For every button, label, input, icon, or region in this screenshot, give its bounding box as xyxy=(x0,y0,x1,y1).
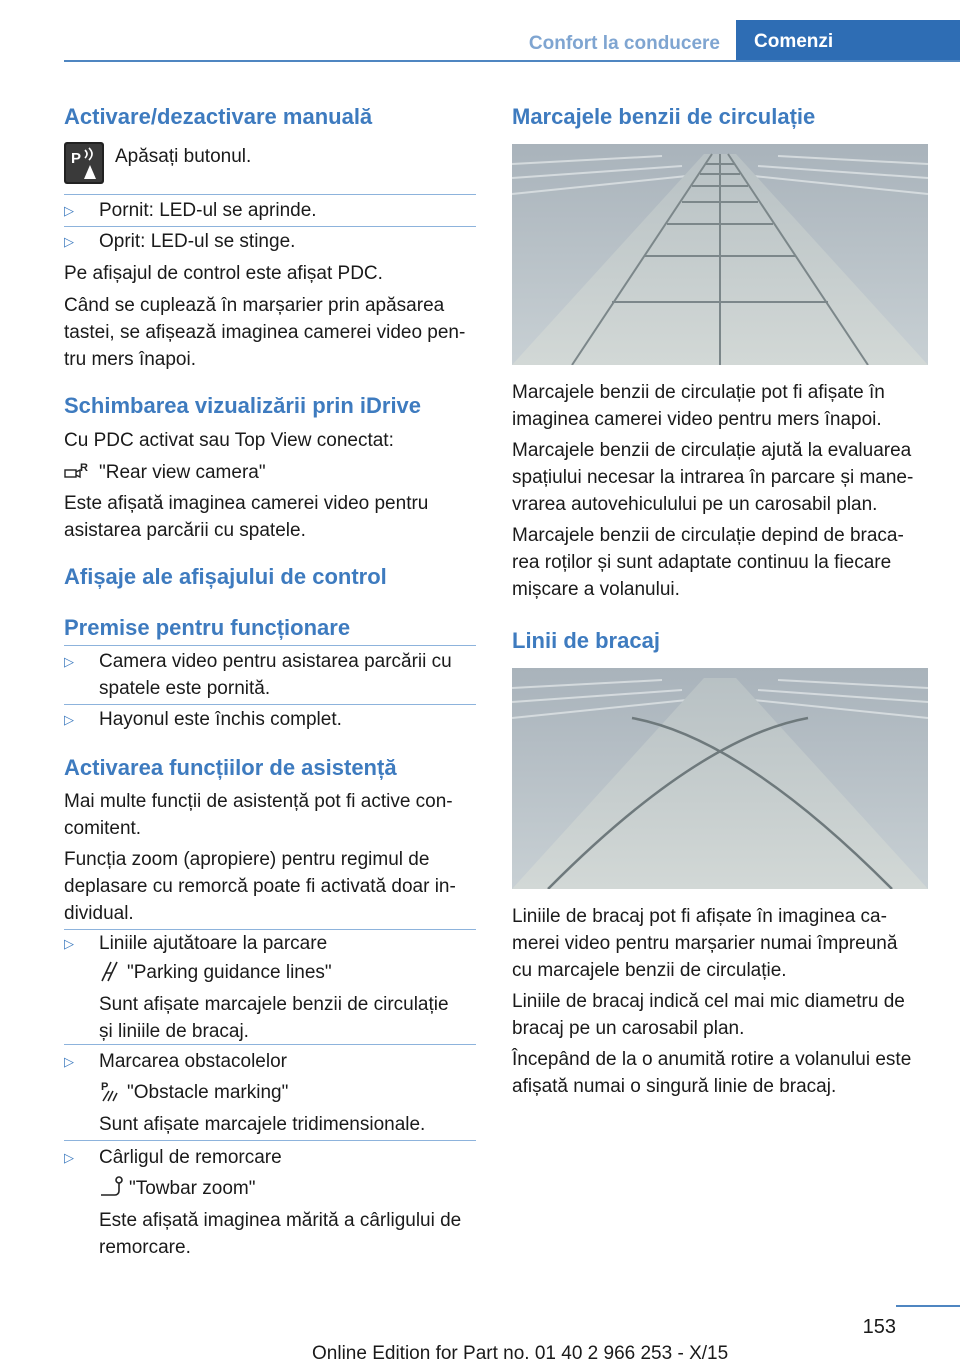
paragraph: imaginea camerei video pentru mers înapoi. xyxy=(512,409,882,430)
press-button-text: Apăsați butonul. xyxy=(115,146,252,167)
paragraph: mișcare a volanului. xyxy=(512,579,680,600)
footer-divider xyxy=(896,1305,960,1307)
paragraph: Marcajele benzii de circulație ajută la evaluarea xyxy=(512,440,912,461)
divider xyxy=(64,226,476,227)
rear-view-option[interactable]: "Rear view camera" xyxy=(99,462,266,483)
header-divider xyxy=(64,60,960,62)
rear-view-camera-icon xyxy=(64,460,92,484)
divider xyxy=(64,194,476,195)
paragraph: dividual. xyxy=(64,903,134,924)
paragraph: Marcajele benzii de circulație pot fi afișate în xyxy=(512,382,885,403)
heading-turning-lines: Linii de bracaj xyxy=(512,628,660,653)
paragraph: Cu PDC activat sau Top View conectat: xyxy=(64,430,394,451)
heading-manual: Activare/dezactivare manuală xyxy=(64,104,373,129)
paragraph: Marcajele benzii de circulație depind de braca- xyxy=(512,525,904,546)
paragraph: bracaj pe un carosabil plan. xyxy=(512,1018,745,1039)
heading-assist: Activarea funcțiilor de asistență xyxy=(64,755,397,780)
paragraph: rea roților și sunt adaptate continuu la fiecare xyxy=(512,552,892,573)
list-item: ▷ Hayonul este închis complet. xyxy=(64,706,476,733)
paragraph: afișată numai o singură linie de bracaj. xyxy=(512,1076,837,1097)
bullet-arrow-icon: ▷ xyxy=(64,1150,74,1165)
paragraph: Începând de la o anumită rotire a volanului este xyxy=(512,1049,912,1070)
header-chapter-tab[interactable]: Comenzi xyxy=(736,20,960,62)
heading-prereq: Premise pentru funcționare xyxy=(64,615,351,640)
heading-displays: Afișaje ale afișajului de control xyxy=(64,564,387,589)
guidance-option[interactable]: "Parking guidance lines" xyxy=(127,962,332,983)
header-section[interactable]: Confort la conducere xyxy=(528,33,720,54)
paragraph: Funcția zoom (apropiere) pentru regimul de xyxy=(64,849,430,870)
svg-text:R: R xyxy=(80,462,88,474)
paragraph: tru mers înapoi. xyxy=(64,349,196,370)
paragraph: asistarea parcării cu spatele. xyxy=(64,520,306,541)
bullet-arrow-icon: ▷ xyxy=(64,1054,74,1069)
paragraph: vrarea autovehiculului pe un carosabil plan. xyxy=(512,494,878,515)
towbar-option[interactable]: "Towbar zoom" xyxy=(129,1178,256,1199)
edition-text: Online Edition for Part no. 01 40 2 966 253 - X/15 xyxy=(312,1343,729,1364)
divider xyxy=(64,645,476,646)
paragraph: merei video pentru marșarier numai împreună xyxy=(512,933,898,954)
divider xyxy=(64,704,476,705)
paragraph: Pe afișajul de control este afișat PDC. xyxy=(64,263,383,284)
paragraph: deplasare cu remorcă poate fi activată doar in- xyxy=(64,876,456,897)
list-item: ▷ Oprit: LED-ul se stinge. xyxy=(64,228,476,255)
heading-lane-markings: Marcajele benzii de circulație xyxy=(512,104,816,129)
bullet-arrow-icon: ▷ xyxy=(64,936,74,951)
obstacle-marking-icon xyxy=(99,1079,121,1103)
paragraph: Liniile de bracaj pot fi afișate în imaginea ca- xyxy=(512,906,887,927)
paragraph: comitent. xyxy=(64,818,142,839)
paragraph: Mai multe funcții de asistență pot fi active con- xyxy=(64,791,453,812)
list-item: ▷ Pornit: LED-ul se aprinde. xyxy=(64,197,476,224)
obstacle-option[interactable]: "Obstacle marking" xyxy=(127,1082,289,1103)
list-item: ▷ Camera video pentru asistarea parcării cu spatele este pornită. xyxy=(64,648,476,702)
bullet-arrow-icon: ▷ xyxy=(64,712,74,727)
svg-text:P: P xyxy=(71,150,82,167)
pdc-button-icon xyxy=(64,142,104,184)
page-header xyxy=(0,0,960,62)
list-item-towbar-zoom: ▷ Cârligul de remorcare "Towbar zoom" Este afișată imaginea mărită a cârligului de remorcare. xyxy=(64,1141,476,1261)
page-number: 153 xyxy=(862,1316,896,1338)
towbar-zoom-icon xyxy=(99,1175,123,1199)
paragraph: Este afișată imaginea camerei video pentru xyxy=(64,493,429,514)
list-item-guidance-lines: ▷ Liniile ajutătoare la parcare "Parking guidance lines" Sunt afișate marcajele benzii de circulație și liniile de bracaj. xyxy=(64,927,476,1039)
bullet-arrow-icon: ▷ xyxy=(64,234,74,249)
heading-idrive: Schimbarea vizualizării prin iDrive xyxy=(64,393,422,418)
bullet-arrow-icon: ▷ xyxy=(64,203,74,218)
turning-lines-image xyxy=(512,668,928,889)
parking-guidance-icon xyxy=(99,959,121,983)
list-item-obstacle-marking: ▷ Marcarea obstacolelor P "Obstacle marking" Sunt afișate marcajele tridimensionale. xyxy=(64,1045,476,1135)
paragraph: Liniile de bracaj indică cel mai mic diametru de xyxy=(512,991,905,1012)
bullet-arrow-icon: ▷ xyxy=(64,654,74,669)
paragraph: tastei, se afișează imaginea camerei video pen- xyxy=(64,322,466,343)
paragraph: Când se cuplează în marșarier prin apăsarea xyxy=(64,295,445,316)
svg-text:P: P xyxy=(101,1081,109,1093)
paragraph: spațiului necesar la intrarea în parcare și mane- xyxy=(512,467,914,488)
lane-markings-image xyxy=(512,144,928,365)
paragraph: cu marcajele benzii de circulație. xyxy=(512,960,787,981)
